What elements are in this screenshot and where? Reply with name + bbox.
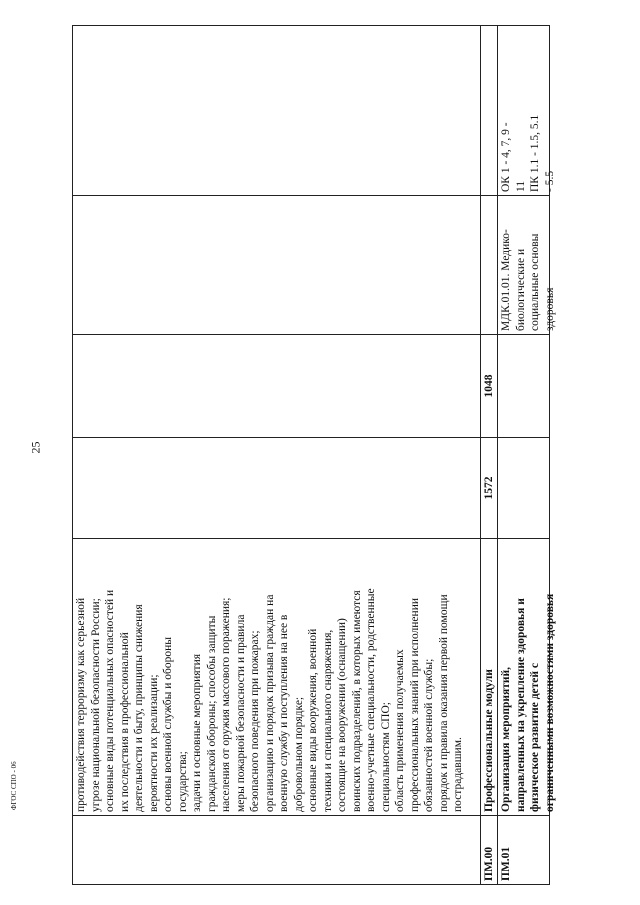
footer-code: ФГОС СПО - 06: [10, 761, 18, 810]
pm01-title-line: направленных на укрепление здоровья и: [514, 598, 527, 812]
pm01-title-line: Организация мероприятий,: [500, 666, 512, 812]
pm01-title-text: [499, 542, 557, 812]
content-line: обязанностей военной службы;: [423, 658, 435, 812]
pm01-competency-line: ПК 1.1 - 1.5, 5.1: [529, 114, 541, 192]
content-line: добровольном порядке;: [292, 696, 305, 812]
pm00-hours-req: 1048: [480, 334, 498, 438]
pm01-competency-line: ОК 1 - 4, 7, 9 -: [500, 122, 512, 192]
content-line: организацию и порядок призыва граждан на: [263, 594, 276, 812]
content-line: безопасного поведения при пожарах;: [249, 630, 261, 812]
content-line: порядок и правила оказания первой помощи: [437, 594, 450, 812]
content-line: специальностям СПО;: [379, 702, 392, 812]
content-line: военную службу и поступления на нее в: [278, 614, 290, 812]
pm01-title: [497, 538, 556, 816]
pm01-mdk-line: биологические и: [514, 248, 527, 331]
content-line: воинских подразделений, в которых имеются: [350, 590, 363, 812]
content-line: угрозе национальной безопасности России;: [89, 598, 102, 812]
content-line: меры пожарной безопасности и правила: [234, 614, 247, 812]
pm01-mdk: [497, 195, 556, 335]
pm00-competency-empty: [480, 25, 498, 196]
content-line: профессиональных знаний при исполнении: [408, 597, 421, 812]
content-line: основные виды вооружения, военной: [307, 628, 319, 812]
content-line: государства;: [176, 751, 189, 812]
content-line: область применения получаемых: [394, 649, 406, 812]
pm01-title-line: ограниченными возможностями здоровья: [543, 593, 556, 812]
content-line: вероятности их реализации;: [147, 674, 160, 812]
content-line: техники и специального снаряжения,: [321, 629, 334, 812]
pm00-code: ПМ.00: [480, 815, 498, 885]
pm01-hours-max-empty: [497, 437, 550, 539]
content-cell: [72, 538, 481, 816]
hours-req-cell: [72, 334, 481, 438]
content-line: населения от оружия массового поражения;: [220, 597, 232, 812]
pm00-mdk-empty: [480, 195, 498, 335]
content-line: военно-учетные специальности, родственные: [365, 588, 377, 812]
content-line: состоящие на вооружении (оснащении): [336, 618, 348, 812]
content-line: деятельности и быту, принципы снижения: [133, 604, 145, 812]
pm00-hours-max: 1572: [480, 437, 498, 539]
pm01-competency-line: - 5.5: [543, 170, 556, 192]
pm01-code: ПМ.01: [497, 815, 550, 885]
code-cell-empty: [72, 815, 481, 885]
content-line: противодействия терроризму как серьезной: [75, 597, 87, 812]
competency-cell-empty: [72, 25, 481, 196]
pm01-hours-req-empty: [497, 334, 550, 438]
page-number: 25: [28, 441, 43, 454]
content-line: основы военной службы и обороны: [162, 637, 174, 812]
pm01-mdk-text: [499, 199, 557, 331]
pm01-mdk-line: здоровья: [543, 287, 556, 331]
hours-max-cell: [72, 437, 481, 539]
pm01-competencies: [497, 25, 556, 196]
rotated-table: [72, 25, 556, 885]
content-line: пострадавшим.: [452, 737, 464, 812]
content-line: гражданской обороны; способы защиты: [205, 615, 218, 812]
pm01-mdk-line: социальные основы: [529, 233, 541, 331]
content-text: [74, 542, 466, 812]
pm01-competency-line: 11: [514, 180, 527, 192]
content-line: основные виды потенциальных опасностей и: [104, 589, 116, 812]
mdk-cell-empty: [72, 195, 481, 335]
pm01-mdk-line: МДК.01.01. Медико-: [500, 229, 512, 331]
content-line: задачи и основные мероприятия: [191, 653, 203, 812]
curriculum-table: [72, 25, 556, 885]
pm01-title-line: физическое развитие детей с: [529, 662, 541, 812]
pm01-competency-text: [499, 29, 557, 192]
content-line: их последствия в профессиональной: [118, 632, 131, 812]
pm00-title: Профессиональные модули: [480, 538, 498, 816]
